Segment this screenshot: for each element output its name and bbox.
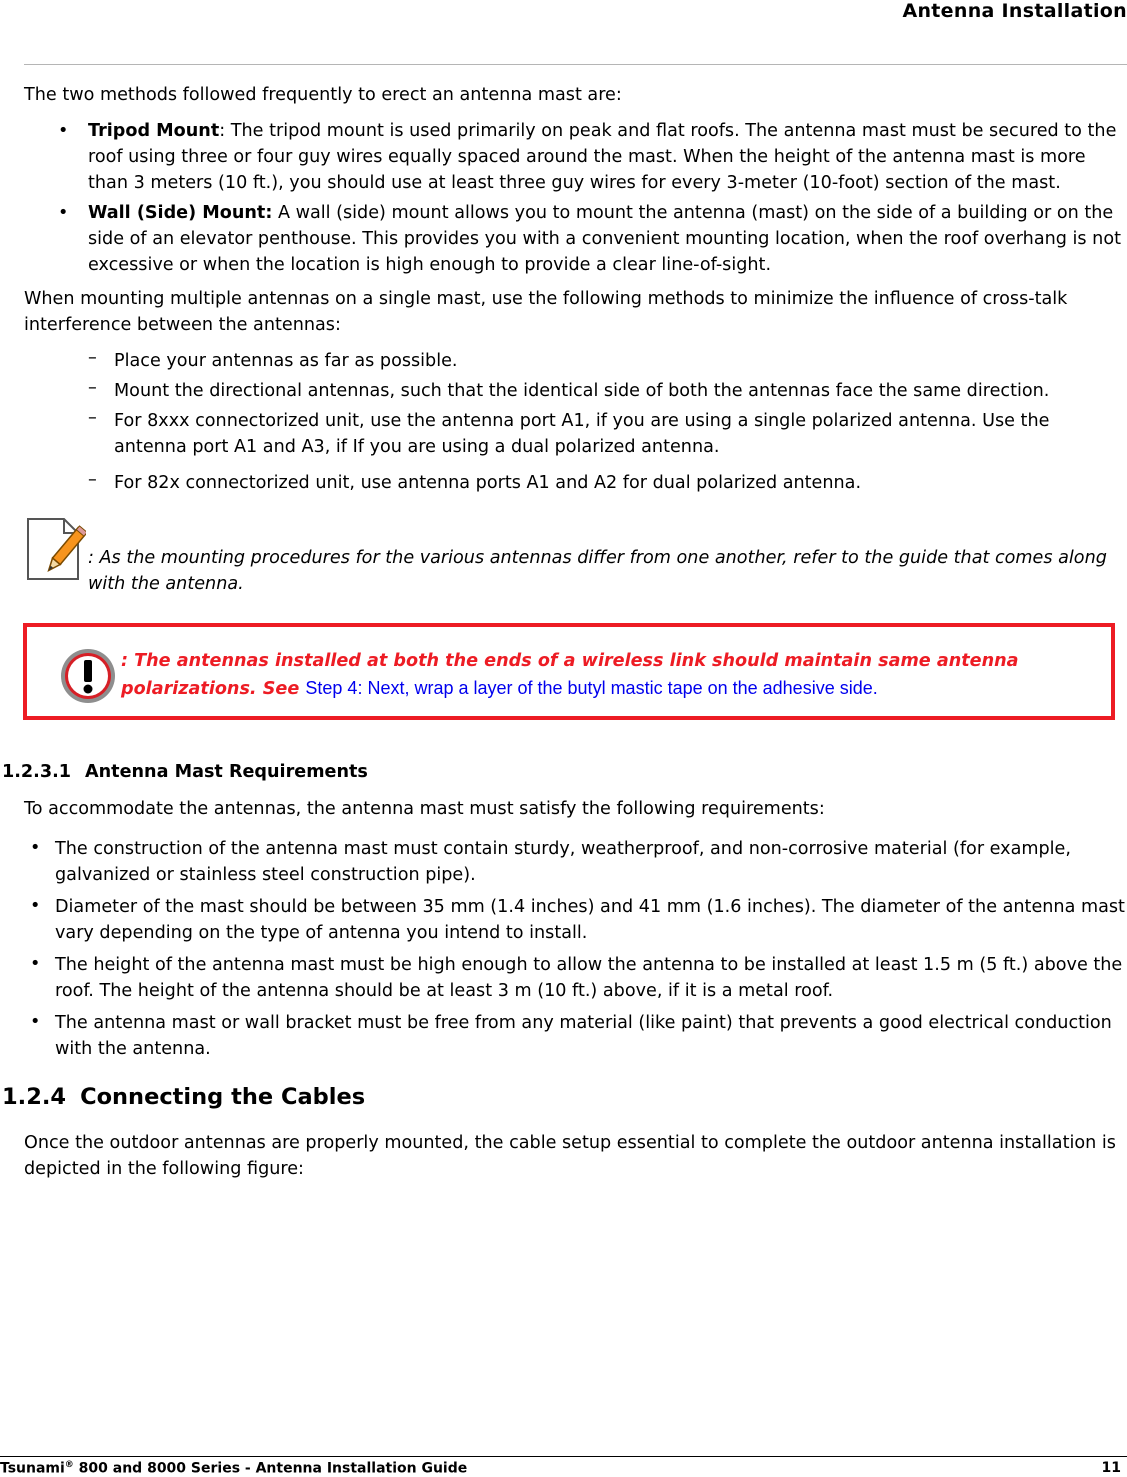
- mount-description: A wall (side) mount allows you to mount the antenna (mast) on the side of a building or on the side of an elevator penthouse. This provides you with a convenient mounting location, when the roof overhang is not excessive or when the location is high enough to provide a clear line-of-sight.: [88, 203, 1121, 275]
- footer-title-rest: 800 and 8000 Series - Antenna Installation Guide: [73, 1460, 468, 1477]
- footer-brand: Tsunami: [0, 1460, 65, 1477]
- mount-term: Wall (Side) Mount:: [88, 203, 273, 223]
- warning-link[interactable]: Step 4: Next, wrap a layer of the butyl mastic tape on the adhesive side.: [305, 678, 878, 698]
- section-number: 1.2.3.1: [2, 762, 72, 782]
- registered-mark: ®: [64, 1460, 74, 1470]
- dash-marker: –: [88, 348, 97, 368]
- bullet-icon: •: [30, 838, 41, 858]
- multi-antenna-intro: When mounting multiple antennas on a single mast, use the following methods to minimize the influence of cross-talk interference between the antennas:: [24, 289, 1068, 335]
- bullet-icon: •: [30, 954, 41, 974]
- list-item: The height of the antenna mast must be high enough to allow the antenna to be installed at least 1.5 m (5 ft.) above the roof. The height of the antenna should be at least 3 m (10 ft.) above, if it is a metal roof.: [55, 955, 1123, 1001]
- dash-marker: –: [88, 470, 97, 490]
- warning-message: : The antennas installed at both the ends of a wireless link should maintain same antenna polarizations. See: [121, 651, 1019, 699]
- list-item: For 82x connectorized unit, use antenna ports A1 and A2 for dual polarized antenna.: [114, 473, 862, 493]
- mount-method-tripod: [88, 118, 1125, 196]
- warning-text: [121, 648, 1101, 703]
- section-heading-mast: [2, 762, 368, 782]
- page-number: 11: [1101, 1460, 1121, 1476]
- section-heading-cables: [2, 1084, 365, 1110]
- header-rule: [24, 64, 1127, 65]
- footer-rule: [0, 1456, 1127, 1457]
- cables-paragraph: Once the outdoor antennas are properly mounted, the cable setup essential to complete the outdoor antenna installation is depicted in the following figure:: [24, 1133, 1116, 1179]
- mast-intro: To accommodate the antennas, the antenna mast must satisfy the following requirements:: [24, 799, 825, 819]
- footer-doc-title: [0, 1460, 467, 1477]
- mount-term: Tripod Mount: [88, 121, 220, 141]
- list-item: Mount the directional antennas, such that the identical side of both the antennas face the same direction.: [114, 381, 1050, 401]
- note-pencil-icon: [24, 517, 86, 581]
- list-item: Diameter of the mast should be between 35 mm (1.4 inches) and 41 mm (1.6 inches). The diameter of the antenna mast vary depending on the type of antenna you intend to install.: [55, 897, 1125, 943]
- page-header-title: Antenna Installation: [902, 0, 1127, 22]
- mount-method-wall: [88, 200, 1125, 278]
- bullet-icon: •: [58, 203, 69, 223]
- section-title: Connecting the Cables: [80, 1084, 366, 1110]
- list-item: For 8xxx connectorized unit, use the antenna port A1, if you are using a single polarized antenna. Use the antenna port A1 and A3, if If you are using a dual polarized antenna.: [114, 411, 1050, 457]
- section-number: 1.2.4: [2, 1084, 67, 1110]
- mount-description: : The tripod mount is used primarily on peak and flat roofs. The antenna mast must be secured to the roof using three or four guy wires equally spaced around the mast. When the height of the antenna mast is more than 3 meters (10 ft.), you should use at least three guy wires for every 3-meter (10-foot) section of the mast.: [88, 121, 1117, 193]
- list-item: Place your antennas as far as possible.: [114, 351, 458, 371]
- dash-marker: –: [88, 378, 97, 398]
- list-item: The antenna mast or wall bracket must be free from any material (like paint) that prevents a good electrical conduction with the antenna.: [55, 1013, 1112, 1059]
- intro-paragraph: The two methods followed frequently to erect an antenna mast are:: [24, 85, 622, 105]
- warning-exclamation-icon: [59, 647, 117, 705]
- bullet-icon: •: [30, 896, 41, 916]
- bullet-icon: •: [30, 1012, 41, 1032]
- dash-marker: –: [88, 408, 97, 428]
- bullet-icon: •: [58, 121, 69, 141]
- note-text: : As the mounting procedures for the various antennas differ from one another, refer to the guide that comes along with the antenna.: [88, 548, 1107, 594]
- section-title: Antenna Mast Requirements: [85, 762, 368, 782]
- list-item: The construction of the antenna mast must contain sturdy, weatherproof, and non-corrosive material (for example, galvanized or stainless steel construction pipe).: [55, 839, 1071, 885]
